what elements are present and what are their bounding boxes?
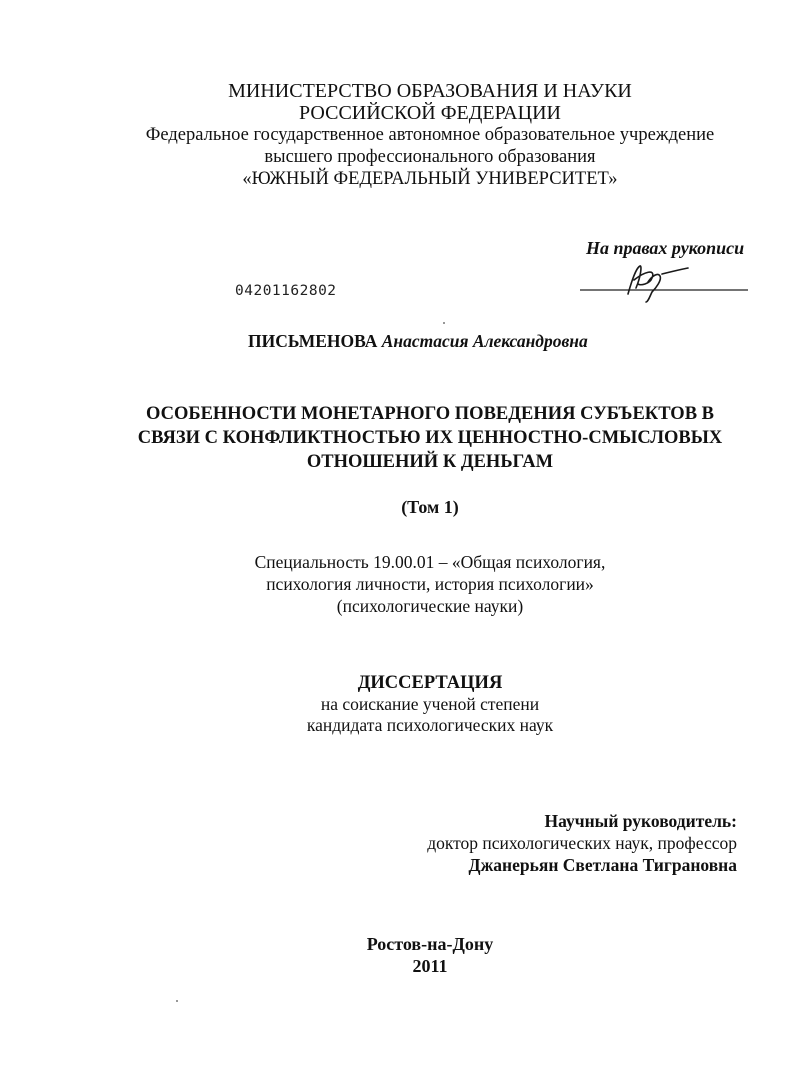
manuscript-rights-note: На правах рукописи xyxy=(586,238,745,258)
dissertation-title xyxy=(40,402,797,474)
place-and-year xyxy=(40,933,797,977)
specialty-line-2: психология личности, история психологии» xyxy=(266,574,594,594)
supervisor-label: Научный руководитель: xyxy=(544,811,737,831)
registration-number: 04201162802 xyxy=(235,283,337,299)
degree-purpose-line: на соискание ученой степени xyxy=(320,694,540,714)
title-line-1: ОСОБЕННОСТИ МОНЕТАРНОГО ПОВЕДЕНИЯ СУБЪЕКТОВ В xyxy=(145,404,715,424)
title-line-3: ОТНОШЕНИЙ К ДЕНЬГАМ xyxy=(306,452,554,472)
education-level-line: высшего профессионального образования xyxy=(264,147,596,167)
author-name xyxy=(248,331,588,352)
specialty-block xyxy=(40,551,797,617)
signature xyxy=(578,258,750,304)
dissertation-block xyxy=(40,673,797,736)
supervisor-block xyxy=(427,810,737,876)
dissertation-heading: ДИССЕРТАЦИЯ xyxy=(357,673,503,693)
institution-type-line: Федеральное государственное автономное образовательное учреждение xyxy=(145,125,715,145)
author-given-names: Анастасия Александровна xyxy=(381,331,588,351)
volume-label: (Том 1) xyxy=(401,497,459,517)
degree-name-line: кандидата психологических наук xyxy=(306,715,554,735)
supervisor-degree: доктор психологических наук, профессор xyxy=(427,833,737,853)
specialty-line-3: (психологические науки) xyxy=(336,596,524,616)
title-line-2: СВЯЗИ С КОНФЛИКТНОСТЬЮ ИХ ЦЕННОСТНО-СМЫСЛОВЫХ xyxy=(137,428,723,448)
supervisor-name: Джанерьян Светлана Тиграновна xyxy=(468,855,737,875)
federation-line: РОССИЙСКОЙ ФЕДЕРАЦИИ xyxy=(299,102,561,124)
scan-speck xyxy=(176,1000,178,1002)
scan-speck xyxy=(443,322,445,324)
specialty-line-1: Специальность 19.00.01 – «Общая психология, xyxy=(254,552,606,572)
ministry-line: МИНИСТЕРСТВО ОБРАЗОВАНИЯ И НАУКИ xyxy=(228,80,632,102)
university-name: «ЮЖНЫЙ ФЕДЕРАЛЬНЫЙ УНИВЕРСИТЕТ» xyxy=(242,169,618,189)
signature-icon xyxy=(578,258,750,304)
year: 2011 xyxy=(412,956,448,976)
author-surname: ПИСЬМЕНОВА xyxy=(248,331,378,351)
city: Ростов-на-Дону xyxy=(366,934,494,954)
ministry-header xyxy=(40,80,797,190)
